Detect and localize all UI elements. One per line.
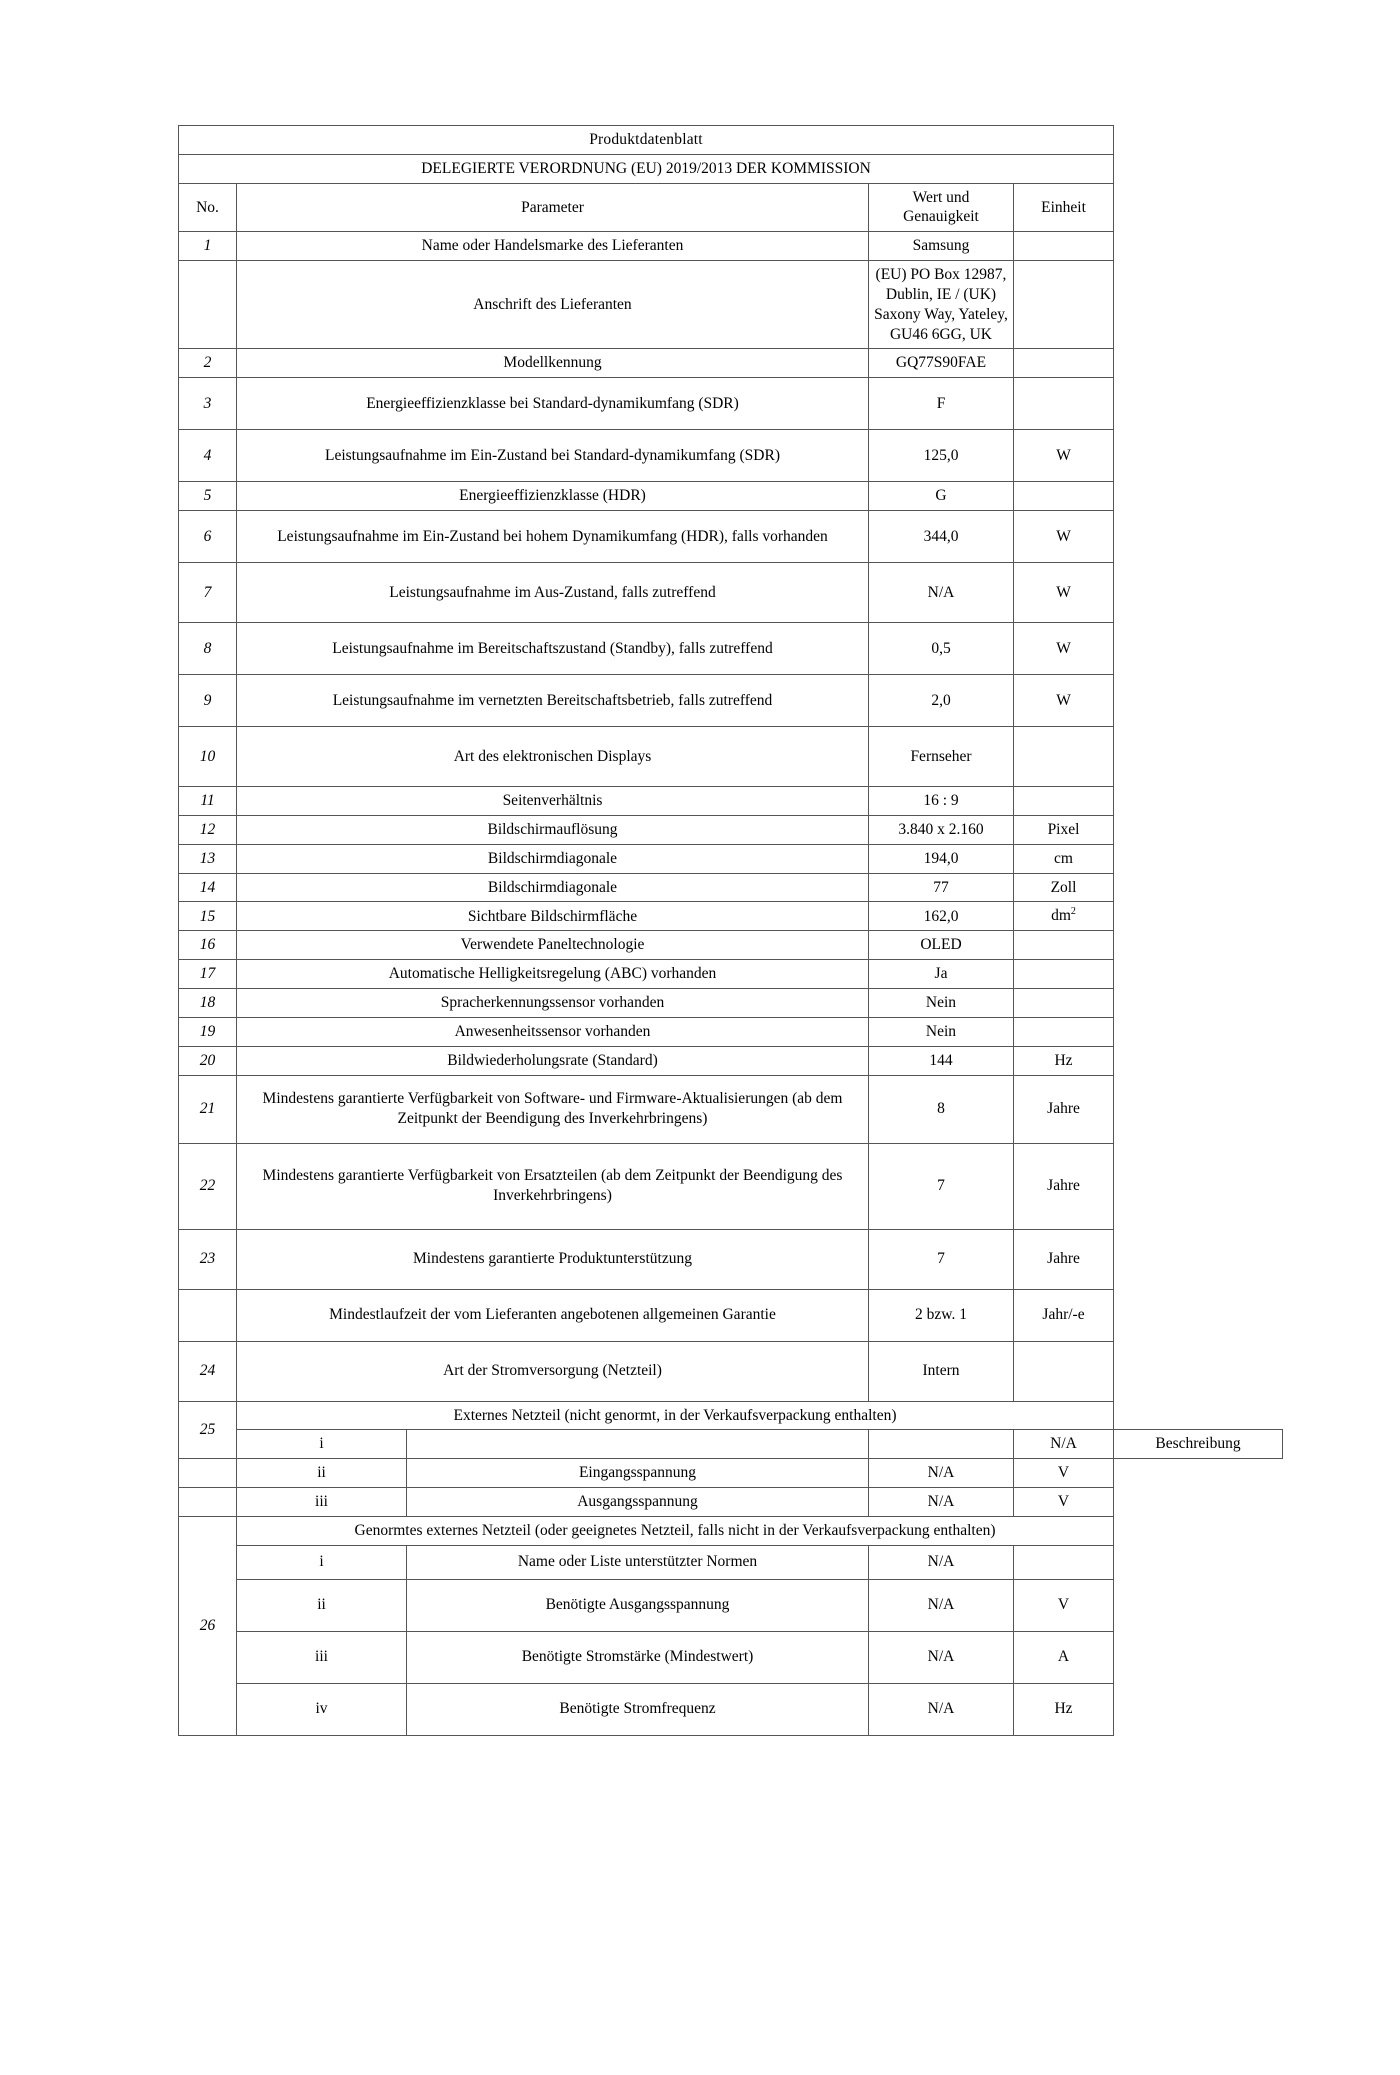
row-unit: Hz: [1014, 1046, 1114, 1075]
row-parameter: Art der Stromversorgung (Netzteil): [237, 1341, 869, 1401]
row-parameter: Sichtbare Bildschirmfläche: [237, 902, 869, 931]
row-value: N/A: [869, 1631, 1014, 1683]
table-row: [179, 261, 1283, 349]
header-unit: Einheit: [1014, 183, 1114, 232]
row-value: N/A: [869, 1579, 1014, 1631]
table-row: [179, 1341, 1283, 1401]
row-parameter: Spracherkennungssensor vorhanden: [237, 989, 869, 1018]
row-value: N/A: [869, 1459, 1014, 1488]
row-roman: iii: [237, 1488, 407, 1517]
row-unit: V: [1014, 1459, 1114, 1488]
row-unit: [1014, 989, 1114, 1018]
row-value: Ja: [869, 960, 1014, 989]
row-no: 25: [179, 1401, 237, 1459]
header-parameter: Parameter: [237, 183, 869, 232]
row-value: OLED: [869, 931, 1014, 960]
row-parameter: Energieeffizienzklasse (HDR): [237, 482, 869, 511]
regulation-row: [179, 154, 1283, 183]
row-unit: V: [1014, 1579, 1114, 1631]
row-roman: iii: [237, 1631, 407, 1683]
row-unit: [1014, 960, 1114, 989]
table-row: [179, 1017, 1283, 1046]
product-datasheet-page: [178, 125, 1283, 1736]
row-no: 24: [179, 1341, 237, 1401]
row-value: F: [869, 378, 1014, 430]
table-row: [179, 1143, 1283, 1229]
row-unit: [1014, 727, 1114, 787]
row-unit: W: [1014, 511, 1114, 563]
row-parameter: Mindestlaufzeit der vom Lieferanten angebotenen allgemeinen Garantie: [237, 1289, 869, 1341]
table-row: [179, 232, 1283, 261]
row-no-empty: [179, 1488, 237, 1517]
row-value: 344,0: [869, 511, 1014, 563]
row-no: 9: [179, 675, 237, 727]
row-unit: [1014, 1545, 1114, 1579]
row-no: 16: [179, 931, 237, 960]
row-no: [179, 1289, 237, 1341]
row-parameter: Seitenverhältnis: [237, 787, 869, 816]
row-unit: cm: [1014, 844, 1114, 873]
table-row: [179, 873, 1283, 902]
row-parameter: Anwesenheitssensor vorhanden: [237, 1017, 869, 1046]
row-value: Intern: [869, 1341, 1014, 1401]
row-unit: [1014, 482, 1114, 511]
row-parameter: Benötigte Ausgangsspannung: [407, 1579, 869, 1631]
row-unit: [1014, 261, 1114, 349]
row-unit: [1014, 1341, 1114, 1401]
row-unit: [1014, 787, 1114, 816]
row-parameter: Automatische Helligkeitsregelung (ABC) vorhanden: [237, 960, 869, 989]
row-unit: Zoll: [1014, 873, 1114, 902]
row-no: 3: [179, 378, 237, 430]
table-row: [179, 815, 1283, 844]
row-parameter: Mindestens garantierte Verfügbarkeit von Ersatzteilen (ab dem Zeitpunkt der Beendigung des Inverkehrbringens): [237, 1143, 869, 1229]
row-roman: i: [237, 1430, 407, 1459]
row-no: 4: [179, 430, 237, 482]
page-title: Produktdatenblatt: [179, 126, 1114, 155]
row-value: 2 bzw. 1: [869, 1289, 1014, 1341]
row-no: 7: [179, 563, 237, 623]
row-unit: A: [1014, 1631, 1114, 1683]
row-no: 2: [179, 349, 237, 378]
row-parameter: Leistungsaufnahme im Ein-Zustand bei Standard-dynamikumfang (SDR): [237, 430, 869, 482]
product-datasheet-table: [178, 125, 1283, 1736]
row-unit: [1014, 931, 1114, 960]
row-no: 19: [179, 1017, 237, 1046]
psu-standard-heading-row: [179, 1516, 1283, 1545]
row-parameter: Leistungsaufnahme im Aus-Zustand, falls zutreffend: [237, 563, 869, 623]
row-parameter: Eingangsspannung: [407, 1459, 869, 1488]
row-no: 21: [179, 1075, 237, 1143]
row-value: 194,0: [869, 844, 1014, 873]
row-unit: V: [1014, 1488, 1114, 1517]
row-value: 16 : 9: [869, 787, 1014, 816]
row-no: [179, 261, 237, 349]
row-value: N/A: [869, 563, 1014, 623]
row-value: Nein: [869, 1017, 1014, 1046]
row-parameter: Leistungsaufnahme im Bereitschaftszustand (Standby), falls zutreffend: [237, 623, 869, 675]
row-parameter: Bildschirmdiagonale: [237, 873, 869, 902]
row-no: 12: [179, 815, 237, 844]
row-unit: Jahre: [1014, 1075, 1114, 1143]
row-no: 20: [179, 1046, 237, 1075]
table-row: [179, 1459, 1283, 1488]
row-value: 3.840 x 2.160: [869, 815, 1014, 844]
table-row: [179, 482, 1283, 511]
row-value: 7: [869, 1143, 1014, 1229]
table-row: [179, 563, 1283, 623]
row-value: 7: [869, 1229, 1014, 1289]
unit-exponent: 2: [1070, 906, 1076, 918]
row-unit: N/A: [1014, 1430, 1114, 1459]
header-no: No.: [179, 183, 237, 232]
row-no: 11: [179, 787, 237, 816]
row-no: 1: [179, 232, 237, 261]
table-row: [179, 675, 1283, 727]
regulation-text: DELEGIERTE VERORDNUNG (EU) 2019/2013 DER KOMMISSION: [179, 154, 1114, 183]
row-parameter: Mindestens garantierte Verfügbarkeit von Software- und Firmware-Aktualisierungen (ab dem Zeitpunkt der Beendigung des Inverkehrbringens): [237, 1075, 869, 1143]
row-parameter: Ausgangsspannung: [407, 1488, 869, 1517]
column-header-row: [179, 183, 1283, 232]
row-value: [869, 1430, 1014, 1459]
row-parameter: Energieeffizienzklasse bei Standard-dynamikumfang (SDR): [237, 378, 869, 430]
row-value: Fernseher: [869, 727, 1014, 787]
row-value: 2,0: [869, 675, 1014, 727]
unit-base: dm: [1051, 907, 1071, 925]
row-parameter: Leistungsaufnahme im vernetzten Bereitschaftsbetrieb, falls zutreffend: [237, 675, 869, 727]
title-row: [179, 126, 1283, 155]
table-row: [179, 1229, 1283, 1289]
row-value: G: [869, 482, 1014, 511]
row-value: Samsung: [869, 232, 1014, 261]
row-roman: ii: [237, 1579, 407, 1631]
row-parameter: Anschrift des Lieferanten: [237, 261, 869, 349]
row-roman: i: [237, 1545, 407, 1579]
table-row: [179, 511, 1283, 563]
row-unit: [1014, 1017, 1114, 1046]
table-row: [179, 989, 1283, 1018]
row-no: 18: [179, 989, 237, 1018]
psu-standard-heading: Genormtes externes Netzteil (oder geeignetes Netzteil, falls nicht in der Verkaufsverpackung enthalten): [237, 1516, 1114, 1545]
row-parameter: Mindestens garantierte Produktunterstützung: [237, 1229, 869, 1289]
row-no: 22: [179, 1143, 237, 1229]
row-no: 6: [179, 511, 237, 563]
row-parameter: Art des elektronischen Displays: [237, 727, 869, 787]
row-no: 8: [179, 623, 237, 675]
row-value: (EU) PO Box 12987, Dublin, IE / (UK) Saxony Way, Yateley, GU46 6GG, UK: [869, 261, 1014, 349]
row-parameter: Leistungsaufnahme im Ein-Zustand bei hohem Dynamikumfang (HDR), falls vorhanden: [237, 511, 869, 563]
row-parameter: Bildschirmdiagonale: [237, 844, 869, 873]
row-value: 77: [869, 873, 1014, 902]
psu-external-heading: Externes Netzteil (nicht genormt, in der Verkaufsverpackung enthalten): [237, 1401, 1114, 1430]
row-value: 0,5: [869, 623, 1014, 675]
row-unit: W: [1014, 563, 1114, 623]
row-parameter: Bildwiederholungsrate (Standard): [237, 1046, 869, 1075]
table-row: [179, 1075, 1283, 1143]
table-row: [179, 1046, 1283, 1075]
table-row: [179, 960, 1283, 989]
row-roman: iv: [237, 1683, 407, 1735]
row-parameter: Benötigte Stromstärke (Mindestwert): [407, 1631, 869, 1683]
row-value: GQ77S90FAE: [869, 349, 1014, 378]
row-unit: [1014, 902, 1114, 931]
row-no: 17: [179, 960, 237, 989]
table-row: [179, 902, 1283, 931]
row-unit: W: [1014, 675, 1114, 727]
psu-external-description-label: Beschreibung: [1114, 1430, 1283, 1459]
row-unit: [1014, 232, 1114, 261]
row-unit: Hz: [1014, 1683, 1114, 1735]
table-row: [179, 1289, 1283, 1341]
table-row: [179, 1579, 1283, 1631]
row-no: 5: [179, 482, 237, 511]
row-unit: W: [1014, 430, 1114, 482]
row-no: 23: [179, 1229, 237, 1289]
table-row: [179, 430, 1283, 482]
row-roman: ii: [237, 1459, 407, 1488]
table-row: [179, 844, 1283, 873]
row-value: 162,0: [869, 902, 1014, 931]
header-value: Wert und Genauigkeit: [869, 183, 1014, 232]
table-row: [179, 1545, 1283, 1579]
row-value: N/A: [869, 1488, 1014, 1517]
row-no-empty: [179, 1459, 237, 1488]
row-parameter: Modellkennung: [237, 349, 869, 378]
table-row: [179, 1488, 1283, 1517]
row-unit: Jahre: [1014, 1229, 1114, 1289]
row-value: N/A: [869, 1683, 1014, 1735]
table-row: [179, 727, 1283, 787]
row-value: 8: [869, 1075, 1014, 1143]
row-parameter: Name oder Liste unterstützter Normen: [407, 1545, 869, 1579]
row-no: 14: [179, 873, 237, 902]
row-unit: [1014, 378, 1114, 430]
table-row: [179, 787, 1283, 816]
table-row: [179, 378, 1283, 430]
row-unit: W: [1014, 623, 1114, 675]
row-value: 125,0: [869, 430, 1014, 482]
table-row: [179, 349, 1283, 378]
row-unit: Jahr/-e: [1014, 1289, 1114, 1341]
row-parameter: Verwendete Paneltechnologie: [237, 931, 869, 960]
row-no: 13: [179, 844, 237, 873]
row-value: Nein: [869, 989, 1014, 1018]
row-parameter: Name oder Handelsmarke des Lieferanten: [237, 232, 869, 261]
row-unit: [1014, 349, 1114, 378]
row-no: 15: [179, 902, 237, 931]
row-no: 10: [179, 727, 237, 787]
table-row: [179, 623, 1283, 675]
table-row: [179, 1683, 1283, 1735]
table-row: [179, 1631, 1283, 1683]
row-no: 26: [179, 1516, 237, 1735]
table-row: [179, 931, 1283, 960]
table-row: [179, 1430, 1283, 1459]
row-unit: Pixel: [1014, 815, 1114, 844]
row-parameter: [407, 1430, 869, 1459]
row-parameter: Bildschirmauflösung: [237, 815, 869, 844]
psu-external-heading-row: [179, 1401, 1283, 1430]
row-value: 144: [869, 1046, 1014, 1075]
row-unit: Jahre: [1014, 1143, 1114, 1229]
row-value: N/A: [869, 1545, 1014, 1579]
row-parameter: Benötigte Stromfrequenz: [407, 1683, 869, 1735]
